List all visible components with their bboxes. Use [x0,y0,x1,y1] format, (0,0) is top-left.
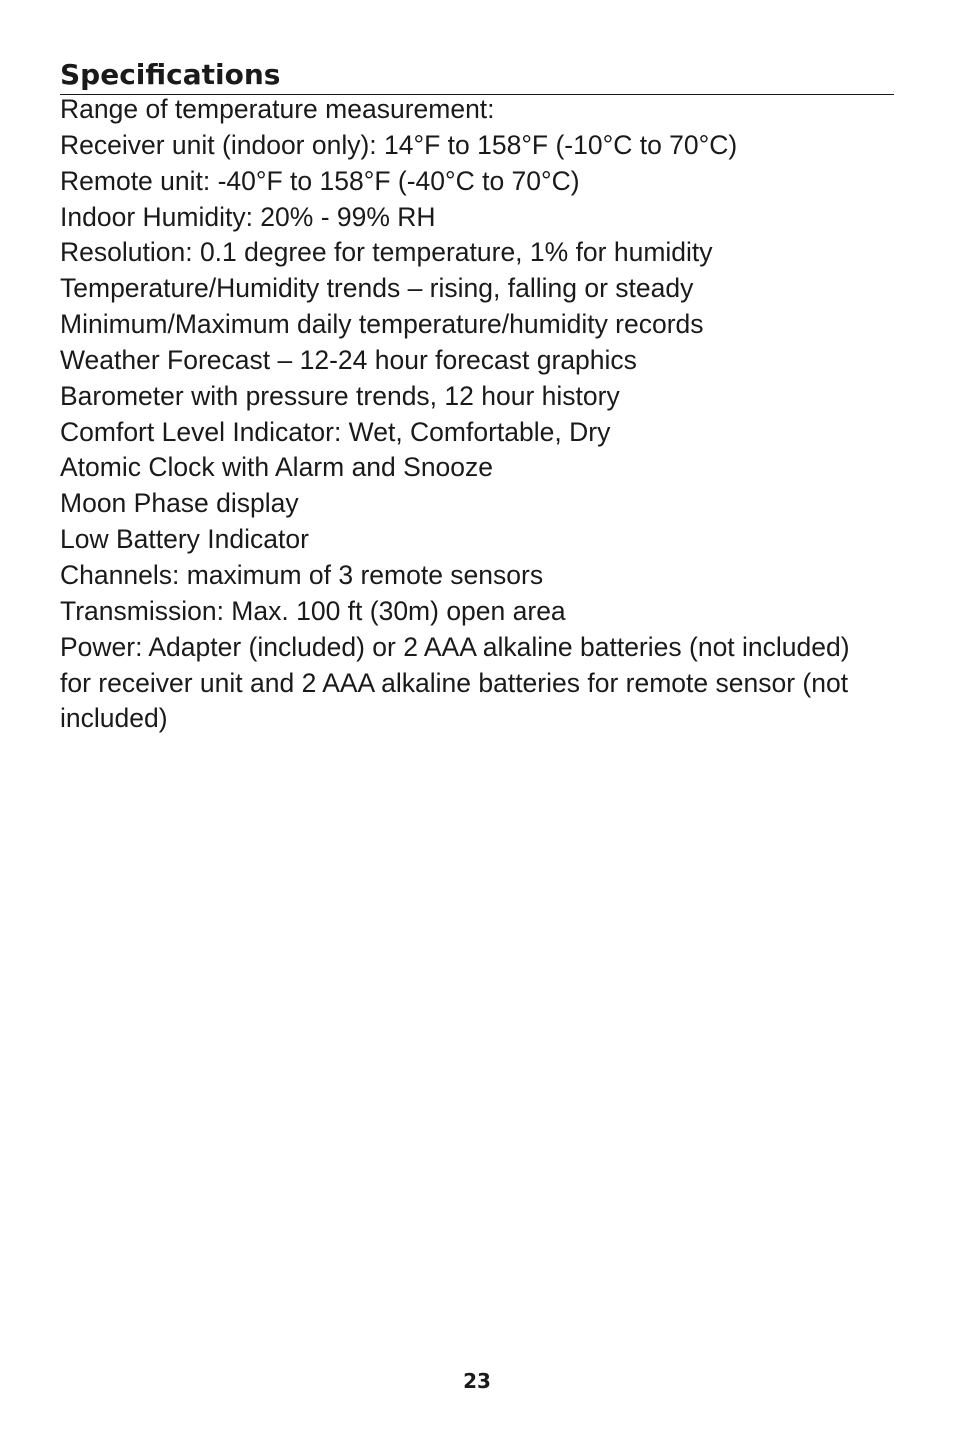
spec-resolution: Resolution: 0.1 degree for temperature, 1% for humidity [60,237,713,268]
section-heading-rule [60,56,894,95]
spec-weather-forecast: Weather Forecast – 12-24 hour forecast graphics [60,344,637,375]
spec-channels: Channels: maximum of 3 remote sensors [60,559,544,590]
spec-transmission: Transmission: Max. 100 ft (30m) open area [60,595,566,626]
spec-barometer: Barometer with pressure trends, 12 hour history [60,380,620,411]
spec-low-battery: Low Battery Indicator [60,524,309,555]
spec-trends: Temperature/Humidity trends – rising, falling or steady [60,273,694,304]
spec-indoor-humidity: Indoor Humidity: 20% - 99% RH [60,201,436,232]
spec-comfort-level: Comfort Level Indicator: Wet, Comfortable, Dry [60,416,611,447]
page-number: 23 [463,1369,491,1393]
specifications-list [60,92,880,737]
section-title: Specifications [60,58,281,91]
spec-moon-phase: Moon Phase display [60,488,299,519]
spec-receiver-unit-range: Receiver unit (indoor only): 14°F to 158°F (-10°C to 70°C) [60,129,738,160]
spec-atomic-clock: Atomic Clock with Alarm and Snooze [60,452,494,483]
spec-remote-unit-range: Remote unit: -40°F to 158°F (-40°C to 70°C) [60,165,580,196]
spec-power: Power: Adapter (included) or 2 AAA alkaline batteries (not included) for receiver unit and 2 AAA alkaline batteries for remote sensor (not included) [60,631,850,734]
spec-temperature-range-label: Range of temperature measurement: [60,94,495,124]
spec-min-max-records: Minimum/Maximum daily temperature/humidity records [60,309,704,340]
